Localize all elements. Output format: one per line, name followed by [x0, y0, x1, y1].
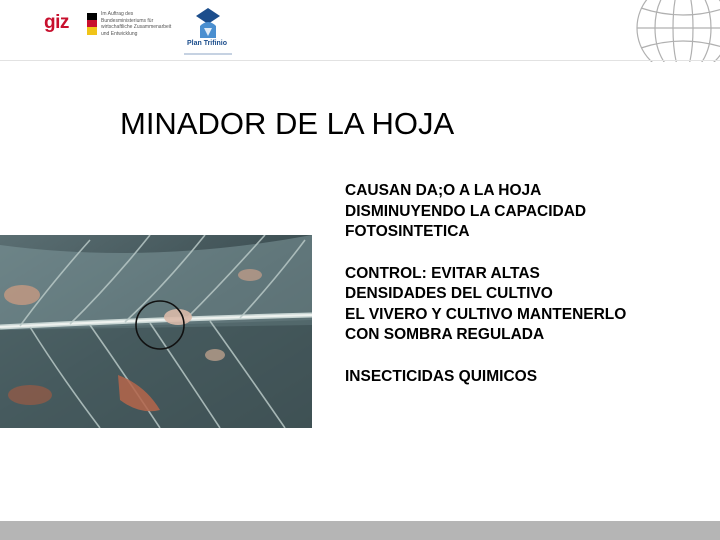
- bmz-line: und Entwicklung: [101, 30, 138, 37]
- bmz-line: wirtschaftliche Zusammenarbeit: [101, 24, 172, 30]
- plan-trifinio-emblem-icon: [178, 4, 238, 58]
- german-eagle-icon: [85, 13, 97, 35]
- bmz-line: Bundesministeriums für: [101, 17, 154, 24]
- plan-trifinio-label: Plan Trifinio: [186, 40, 228, 47]
- slide-body: [345, 181, 705, 408]
- bmz-line: Im Auftrag des: [101, 11, 134, 17]
- leaf-miner-photo: [0, 235, 312, 428]
- paragraph-insecticides: INSECTICIDAS QUIMICOS: [345, 367, 538, 385]
- paragraph-damage: CAUSAN DA;O A LA HOJA DISMINUYENDO LA CAPACIDAD FOTOSINTETICA: [345, 182, 587, 240]
- slide-title: MINADOR DE LA HOJA: [120, 106, 455, 141]
- header-divider: [0, 60, 720, 61]
- giz-logo: giz: [44, 12, 69, 33]
- coffee-leaf-image: [0, 235, 312, 428]
- footer-bar: [0, 521, 720, 540]
- bmz-ministry-text: [101, 11, 171, 37]
- slide-header: [0, 0, 720, 60]
- globe-wireframe-icon: [615, 0, 720, 62]
- paragraph-control: CONTROL: EVITAR ALTAS DENSIDADES DEL CULTIVO EL VIVERO Y CULTIVO MANTENERLO CON SOMBRA REGULADA: [345, 264, 627, 343]
